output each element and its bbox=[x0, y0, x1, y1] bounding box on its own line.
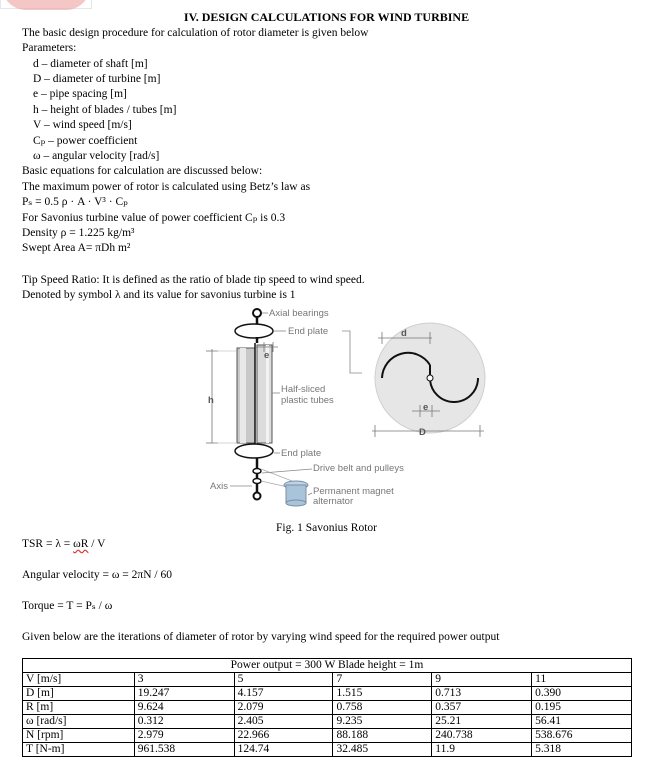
parameter-item: V – wind speed [m/s] bbox=[33, 119, 132, 131]
table-row bbox=[23, 673, 632, 687]
label-permanent-magnet: Permanent magnet bbox=[313, 486, 394, 497]
drive-pulley bbox=[253, 469, 261, 474]
bottom-bearing-icon bbox=[254, 493, 261, 500]
basic-equations-text: Basic equations for calculation are discussed below: bbox=[22, 165, 263, 177]
table-cell: 0.758 bbox=[333, 701, 432, 715]
table-cell: 9.624 bbox=[134, 701, 234, 715]
table-cell: 56.41 bbox=[532, 715, 632, 729]
density-text: Density ρ = 1.225 kg/m³ bbox=[22, 227, 135, 239]
table-cell: 1.515 bbox=[333, 687, 432, 701]
table-cell: 22.966 bbox=[234, 729, 333, 743]
label-axis: Axis bbox=[210, 481, 228, 492]
label-drive-belt: Drive belt and pulleys bbox=[313, 463, 404, 474]
parameter-item: h – height of blades / tubes [m] bbox=[33, 104, 177, 116]
savonius-cp-text: For Savonius turbine value of power coefficient Cₚ is 0.3 bbox=[22, 212, 286, 224]
figure-caption: Fig. 1 Savonius Rotor bbox=[276, 522, 377, 534]
parameter-item: e – pipe spacing [m] bbox=[33, 88, 127, 100]
table-cell: 25.21 bbox=[432, 715, 532, 729]
table-cell: 4.157 bbox=[234, 687, 333, 701]
row-label: N [rpm] bbox=[23, 729, 135, 743]
tsr-symbol-text: Denoted by symbol λ and its value for savonius turbine is 1 bbox=[22, 289, 296, 301]
tsr-equation: TSR = λ = ωR / V bbox=[22, 538, 106, 550]
table-cell: 240.738 bbox=[432, 729, 532, 743]
table-cell: 538.676 bbox=[532, 729, 632, 743]
label-alternator: alternator bbox=[313, 496, 354, 507]
table-cell: 9 bbox=[432, 673, 532, 687]
top-view-shaft bbox=[427, 375, 433, 381]
table-cell: 961.538 bbox=[134, 743, 234, 757]
table-row bbox=[23, 729, 632, 743]
table-cell: 2.405 bbox=[234, 715, 333, 729]
row-label: D [m] bbox=[23, 687, 135, 701]
table-cell: 124.74 bbox=[234, 743, 333, 757]
table-cell: 9.235 bbox=[333, 715, 432, 729]
label-end-plate-top: End plate bbox=[288, 326, 329, 337]
row-label: ω [rad/s] bbox=[23, 715, 135, 729]
table-cell: 5.318 bbox=[532, 743, 632, 757]
table-cell: 88.188 bbox=[333, 729, 432, 743]
table-cell: 7 bbox=[333, 673, 432, 687]
top-end-plate bbox=[235, 324, 273, 338]
axial-bearing-icon bbox=[253, 309, 261, 317]
table-cell: 19.247 bbox=[134, 687, 234, 701]
label-end-plate-bottom: End plate bbox=[281, 448, 322, 459]
table-cell: 0.390 bbox=[532, 687, 632, 701]
table-cell: 32.485 bbox=[333, 743, 432, 757]
table-cell: 0.357 bbox=[432, 701, 532, 715]
label-axial-bearings: Axial bearings bbox=[269, 308, 329, 319]
row-label: V [m/s] bbox=[23, 673, 135, 687]
table-cell: 11.9 bbox=[432, 743, 532, 757]
table-cell: 0.713 bbox=[432, 687, 532, 701]
table-cell: 11 bbox=[532, 673, 632, 687]
table-cell: 5 bbox=[234, 673, 333, 687]
bottom-end-plate bbox=[235, 444, 273, 458]
savonius-rotor-figure bbox=[200, 303, 500, 515]
parameter-item: D – diameter of turbine [m] bbox=[33, 73, 161, 85]
label-d: d bbox=[401, 328, 407, 339]
label-half-sliced: Half-sliced bbox=[281, 384, 326, 395]
table-cell: 2.979 bbox=[134, 729, 234, 743]
betz-law-text: The maximum power of rotor is calculated using Betz’s law as bbox=[22, 181, 311, 193]
label-D: D bbox=[419, 427, 426, 438]
tsr-definition: Tip Speed Ratio: It is defined as the ratio of blade tip speed to wind speed. bbox=[22, 274, 365, 286]
label-h: h bbox=[208, 395, 214, 406]
table-cell: 2.079 bbox=[234, 701, 333, 715]
label-plastic-tubes: plastic tubes bbox=[281, 395, 334, 406]
iterations-intro: Given below are the iterations of diameter of rotor by varying wind speed for the required power output bbox=[22, 631, 500, 643]
intro-text: The basic design procedure for calculation of rotor diameter is given below bbox=[22, 27, 369, 39]
table-title: Power output = 300 W Blade height = 1m bbox=[23, 659, 632, 673]
parameters-label: Parameters: bbox=[22, 42, 77, 54]
swept-area-text: Swept Area A= πDh m² bbox=[22, 242, 131, 254]
parameter-item: ω – angular velocity [rad/s] bbox=[33, 150, 160, 162]
table-cell: 0.312 bbox=[134, 715, 234, 729]
table-row bbox=[23, 715, 632, 729]
parameter-item: d – diameter of shaft [m] bbox=[33, 58, 148, 70]
label-e-left: e bbox=[264, 350, 270, 361]
table-cell: 3 bbox=[134, 673, 234, 687]
iteration-table bbox=[22, 658, 632, 757]
table-cell: 0.195 bbox=[532, 701, 632, 715]
parameter-item: Cₚ – power coefficient bbox=[33, 135, 138, 147]
table-row bbox=[23, 701, 632, 715]
angular-velocity-equation: Angular velocity = ω = 2πN / 60 bbox=[22, 569, 172, 581]
table-row bbox=[23, 687, 632, 701]
section-heading: IV. DESIGN CALCULATIONS FOR WIND TURBINE bbox=[183, 10, 470, 24]
row-label: R [m] bbox=[23, 701, 135, 715]
row-label: T [N-m] bbox=[23, 743, 135, 757]
torque-equation: Torque = T = Pₛ / ω bbox=[22, 600, 113, 612]
label-e-right: e bbox=[423, 402, 429, 413]
table-title-row bbox=[23, 659, 632, 673]
table-row bbox=[23, 743, 632, 757]
power-formula: Pₛ = 0.5 ρ · A · V³ · Cₚ bbox=[22, 196, 128, 208]
